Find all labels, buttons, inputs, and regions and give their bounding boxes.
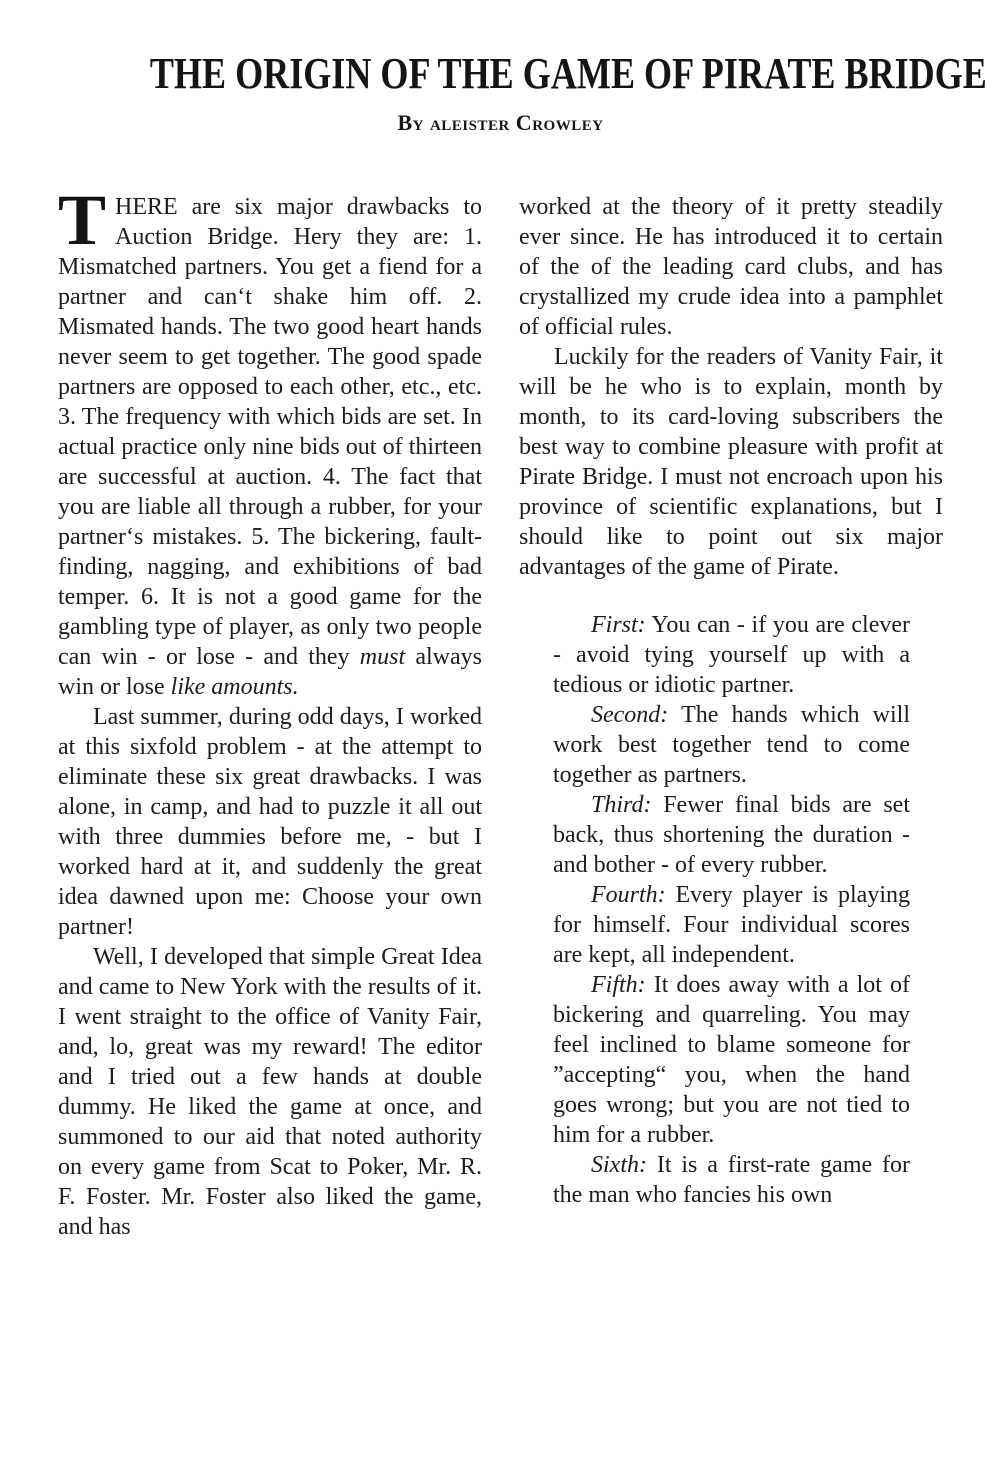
paragraph-last-summer: Last summer, during odd days, I worked at this sixfold problem - at the attempt to eliminate these six great drawbacks. I was alone, in camp, and had to puzzle it all out with three dummies before me, - but I worked hard at it, and suddenly the great idea dawned upon me: Choose your own partner!: [58, 704, 482, 941]
page-title: [58, 49, 987, 98]
paragraph-luckily: Luckily for the readers of Vanity Fair, it will be he who is to explain, month by month, to its card-loving subscribers the best way to combine pleasure with profit at Pirate Bridge. I must not encroach upon his province of scientific explanations, but I should like to point out six major advantages of the game of Pirate.: [519, 344, 943, 581]
advantages-list: [553, 610, 910, 1210]
advantage-item-fifth: Fifth: It does away with a lot of bickering and quarreling. You may feel inclined to blame someone for ”accepting“ you, when the hand goes wrong; but you are not tied to him for a rubber.: [553, 972, 910, 1149]
paragraph-drawbacks: [58, 180, 482, 702]
byline: By aleister Crowley: [397, 110, 604, 136]
advantage-item-fourth: Fourth: Every player is playing for himself. Four individual scores are kept, all independent.: [553, 882, 910, 969]
advantage-item-first: First: You can - if you are clever - avoid tying yourself up with a tedious or idiotic partner.: [553, 612, 910, 699]
advantage-item-sixth: Sixth: It is a first-rate game for the man who fancies his own: [553, 1152, 910, 1209]
paragraph-text: HERE are six major drawbacks to Auction Bridge. Hery they are: 1. Mismatched partners. You get a fiend for a partner and can‘t shake him off. 2. Mismated hands. The two good heart hands never seem to get together. The good spade partners are opposed to each other, etc., etc. 3. The frequency with which bids are set. In actual practice only nine bids out of thirteen are successful at auction. 4. The fact that you are liable all through a rubber, for your partner‘s mistakes. 5. The bickering, fault-finding, nagging, and exhibitions of bad temper. 6. It is not a good game for the gambling type of player, as only two people can win - or lose - and they must always win or lose like amounts.: [58, 194, 482, 701]
advantage-item-third: Third: Fewer final bids are set back, thus shortening the duration - and bother - of every rubber.: [553, 792, 910, 879]
page-title-text: THE ORIGIN OF THE GAME OF PIRATE BRIDGE: [149, 49, 987, 98]
article-body: [58, 180, 943, 1242]
paragraph-great-idea: Well, I developed that simple Great Idea and came to New York with the results of it. I went straight to the office of Vanity Fair, and, lo, great was my reward! The editor and I tried out a few hands at double dummy. He liked the game at once, and summoned to our aid that noted authority on every game from Scat to Poker, Mr. R. F. Foster. Mr. Foster also liked the game, and has: [58, 944, 482, 1241]
column-right: [519, 192, 943, 1242]
paragraph-continuation: worked at the theory of it pretty steadily ever since. He has introduced it to certain of the of the leading card clubs, and has crystallized my crude idea into a pamphlet of official rules.: [519, 194, 943, 341]
document-page: [0, 50, 1000, 1464]
advantage-item-second: Second: The hands which will work best together tend to come together as partners.: [553, 702, 910, 789]
dropcap: T: [58, 180, 107, 261]
column-left: [58, 180, 482, 1242]
